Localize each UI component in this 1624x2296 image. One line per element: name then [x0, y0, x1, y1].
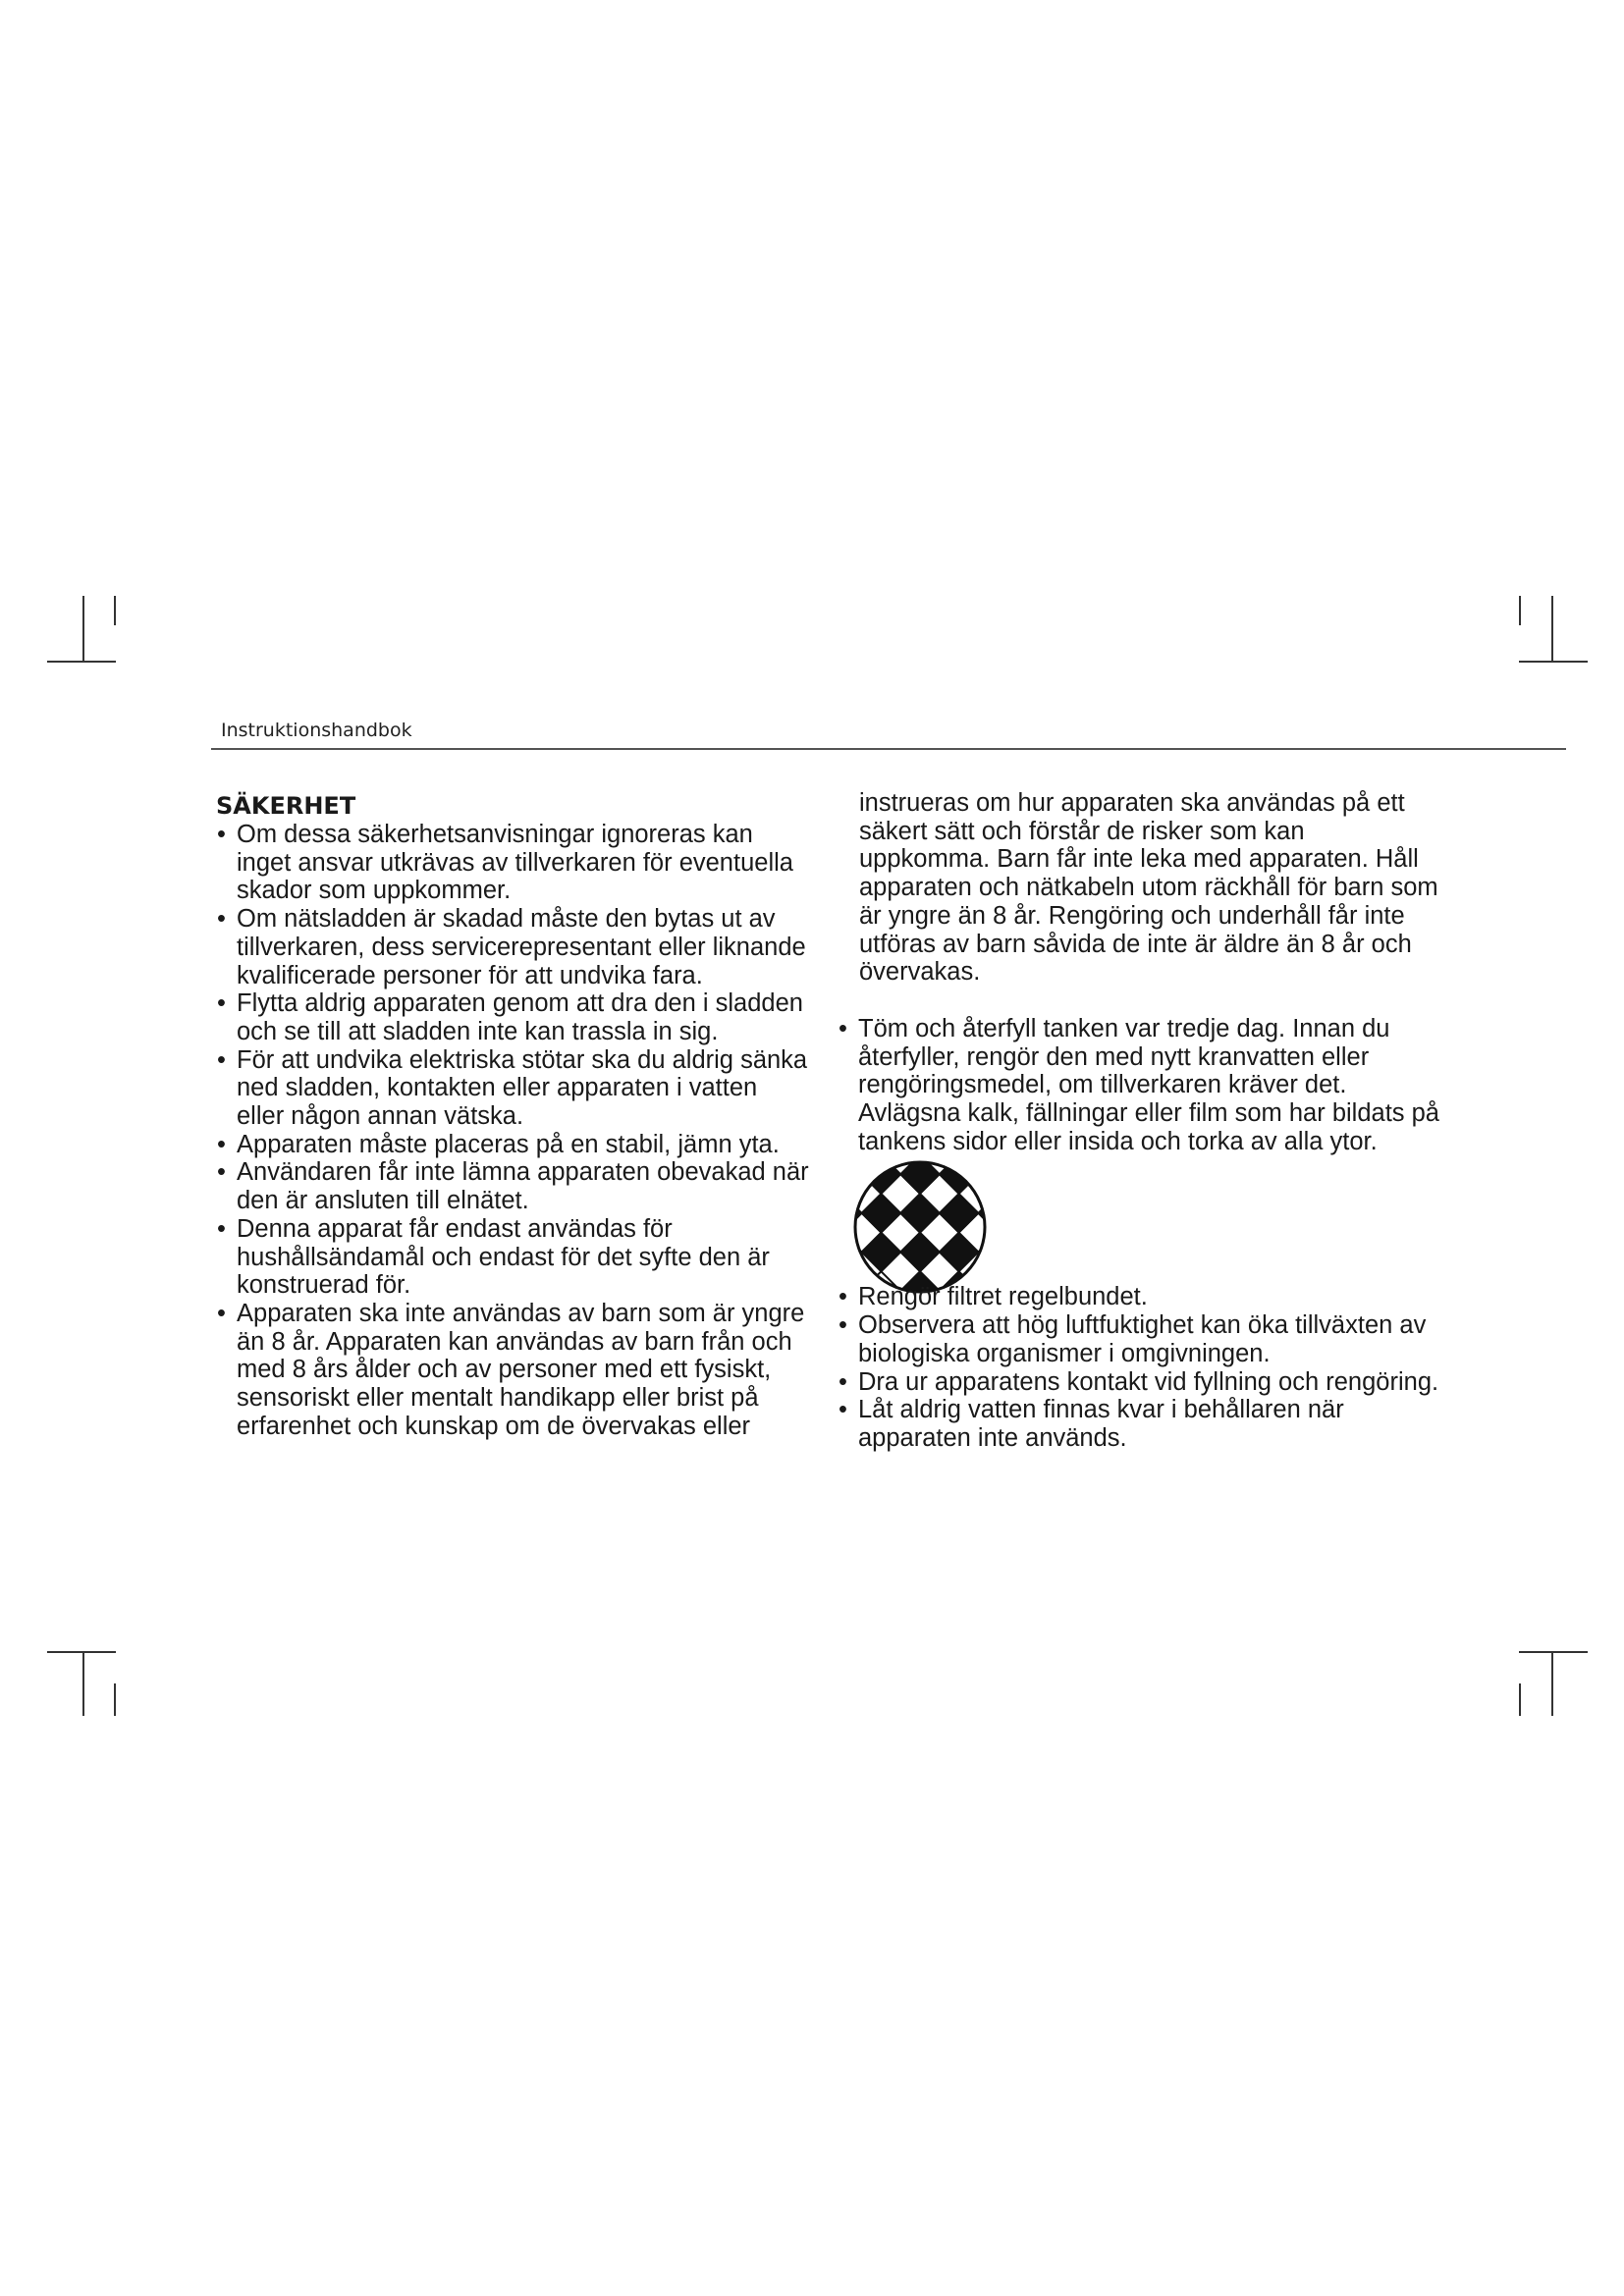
spacer [833, 987, 1441, 1015]
list-item: • Dra ur apparatens kontakt vid fyllning och rengöring. [833, 1368, 1441, 1397]
crop-mark [1551, 596, 1553, 661]
list-item: • Rengör filtret regelbundet. [833, 1283, 1441, 1311]
list-item: • Låt aldrig vatten finnas kvar i behållaren när apparaten inte används. [833, 1396, 1441, 1452]
filter-icon-wrap [833, 1155, 1441, 1283]
crop-mark [1551, 1651, 1553, 1716]
list-item: • Om nätsladden är skadad måste den bytas ut av tillverkaren, dess servicerepresentant eller liknande kvalificerade personer för att undvika fara. [211, 905, 810, 989]
crop-mark [1519, 1683, 1521, 1716]
header-divider [211, 748, 1566, 750]
crop-mark [1519, 1651, 1588, 1653]
safety-list-right [833, 1283, 1441, 1452]
crop-mark [47, 661, 116, 663]
list-item: • Apparaten måste placeras på en stabil, jämn yta. [211, 1131, 810, 1159]
list-item: • Flytta aldrig apparaten genom att dra den i sladden och se till att sladden inte kan trassla in sig. [211, 989, 810, 1045]
crop-mark [47, 1651, 116, 1653]
list-item: • Töm och återfyll tanken var tredje dag. Innan du återfyller, rengör den med nytt kranvatten eller rengöringsmedel, om tillverkaren kräver det. Avlägsna kalk, fällningar eller film som har bildats på tankens sidor eller insida och torka av alla ytor. [833, 1015, 1441, 1156]
right-column [833, 789, 1441, 1453]
crop-mark [82, 1651, 84, 1716]
page-header: Instruktionshandbok [221, 720, 412, 741]
list-item: • Användaren får inte lämna apparaten obevakad när den är ansluten till elnätet. [211, 1158, 810, 1214]
list-item: • Denna apparat får endast användas för hushållsändamål och endast för det syfte den är konstruerad för. [211, 1215, 810, 1300]
list-item: • Om dessa säkerhetsanvisningar ignoreras kan inget ansvar utkrävas av tillverkaren för eventuella skador som uppkommer. [211, 821, 810, 905]
crop-mark [114, 596, 116, 625]
crop-mark [82, 596, 84, 661]
safety-list-left [211, 821, 810, 1440]
left-column [211, 791, 810, 1440]
crop-mark [1519, 661, 1588, 663]
crop-mark [1519, 596, 1521, 625]
list-item: • För att undvika elektriska stötar ska du aldrig sänka ned sladden, kontakten eller apparaten i vatten eller någon annan vätska. [211, 1046, 810, 1131]
filter-icon [851, 1158, 989, 1296]
list-item: • Observera att hög luftfuktighet kan öka tillväxten av biologiska organismer i omgivningen. [833, 1311, 1441, 1367]
list-item-continuation: instrueras om hur apparaten ska användas på ett säkert sätt och förstår de risker som kan uppkomma. Barn får inte leka med apparaten. Håll apparaten och nätkabeln utom räckhåll för barn som är yngre än 8 år. Rengöring och underhåll får inte utföras av barn såvida de inte är äldre än 8 år och övervakas. [859, 789, 1438, 987]
list-item: • Apparaten ska inte användas av barn som är yngre än 8 år. Apparaten kan användas av barn från och med 8 års ålder och av personer med ett fysiskt, sensoriskt eller mentalt handikapp eller brist på erfarenhet och kunskap om de övervakas eller [211, 1300, 810, 1441]
crop-mark [114, 1683, 116, 1716]
safety-list-tank [833, 1015, 1441, 1156]
section-heading: SÄKERHET [216, 792, 356, 820]
